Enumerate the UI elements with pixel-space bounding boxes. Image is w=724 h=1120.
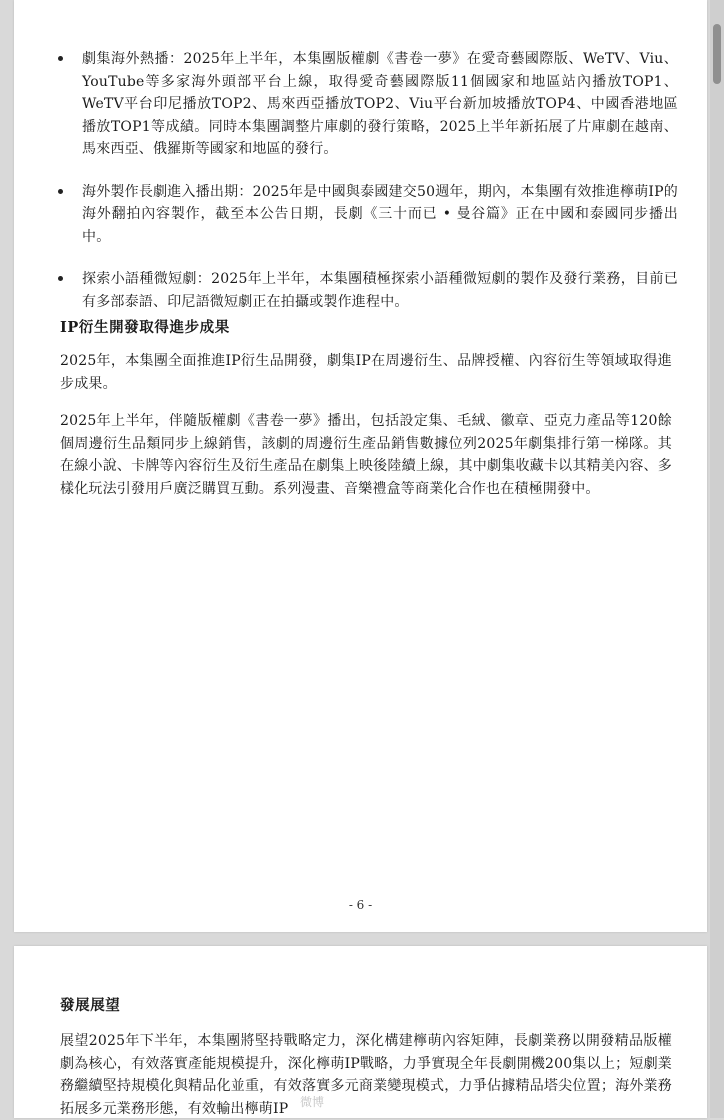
scrollbar-thumb[interactable] — [713, 24, 721, 84]
page-number: - 6 - — [348, 898, 373, 912]
section-heading-ip-derivatives: IP衍生開發取得進步成果 — [60, 319, 230, 336]
bullet-text: 海外製作長劇進入播出期：2025年是中國與泰國建交50週年，期內，本集團有效推進檸萌IP的海外翻拍內容製作，截至本公告日期，長劇《三十而已 • 曼谷篇》正在中國和泰國同步播出中。 — [82, 183, 678, 245]
bullet-text: 劇集海外熱播：2025年上半年，本集團版權劇《書卷一夢》在愛奇藝國際版、WeTV、Viu、YouTube等多家海外頭部平台上線，取得愛奇藝國際版11個國家和地區站內播放TOP1、WeTV平台印尼播放TOP2、馬來西亞播放TOP2、Viu平台新加坡播放TOP4、中國香港地區播放TOP1等成績。同時本集團調整片庫劇的發行策略，2025上半年新拓展了片庫劇在越南、馬來西亞、俄羅斯等國家和地區的發行。 — [82, 51, 678, 157]
watermark: 微博 — [300, 1095, 325, 1109]
section-heading-outlook: 發展展望 — [60, 997, 121, 1014]
bullet-icon — [58, 189, 63, 194]
bullet-item-short-drama — [58, 268, 678, 313]
bullet-text: 探索小語種微短劇：2025年上半年，本集團積極探索小語種微短劇的製作及發行業務，目前已有多部泰語、印尼語微短劇正在拍攝或製作進程中。 — [82, 271, 678, 310]
paragraph-outlook: 展望2025年下半年，本集團將堅持戰略定力，深化構建檸萌內容矩陣，長劇業務以開發精品版權劇為核心，有效落實產能規模提升，深化檸萌IP戰略，力爭實現全年長劇開機200集以上；短劇業務繼續堅持規模化與精品化並重，有效落實多元商業變現模式，力爭佔據精品塔尖位置；海外業務拓展多元業務形態，有效輸出檸萌IP — [60, 1033, 672, 1117]
bullet-icon — [58, 56, 63, 61]
document-page-7 — [14, 946, 707, 1118]
paragraph-ip-overview: 2025年，本集團全面推進IP衍生品開發，劇集IP在周邊衍生、品牌授權、內容衍生等領域取得進步成果。 — [60, 353, 672, 392]
document-page-6 — [14, 0, 707, 932]
bullet-item-overseas-production — [58, 181, 678, 249]
bullet-list — [58, 48, 678, 333]
bullet-icon — [58, 276, 63, 281]
vertical-scrollbar[interactable] — [710, 0, 724, 1118]
bullet-item-overseas-broadcast — [58, 48, 678, 161]
paragraph-ip-details: 2025年上半年，伴隨版權劇《書卷一夢》播出，包括設定集、毛絨、徽章、亞克力產品等120餘個周邊衍生品類同步上線銷售，該劇的周邊衍生產品銷售數據位列2025年劇集排行第一梯隊。其在線小說、卡牌等內容衍生及衍生產品在劇集上映後陸續上線，其中劇集收藏卡以其精美內容、多樣化玩法引發用戶廣泛購買互動。系列漫畫、音樂禮盒等商業化合作也在積極開發中。 — [60, 413, 672, 497]
